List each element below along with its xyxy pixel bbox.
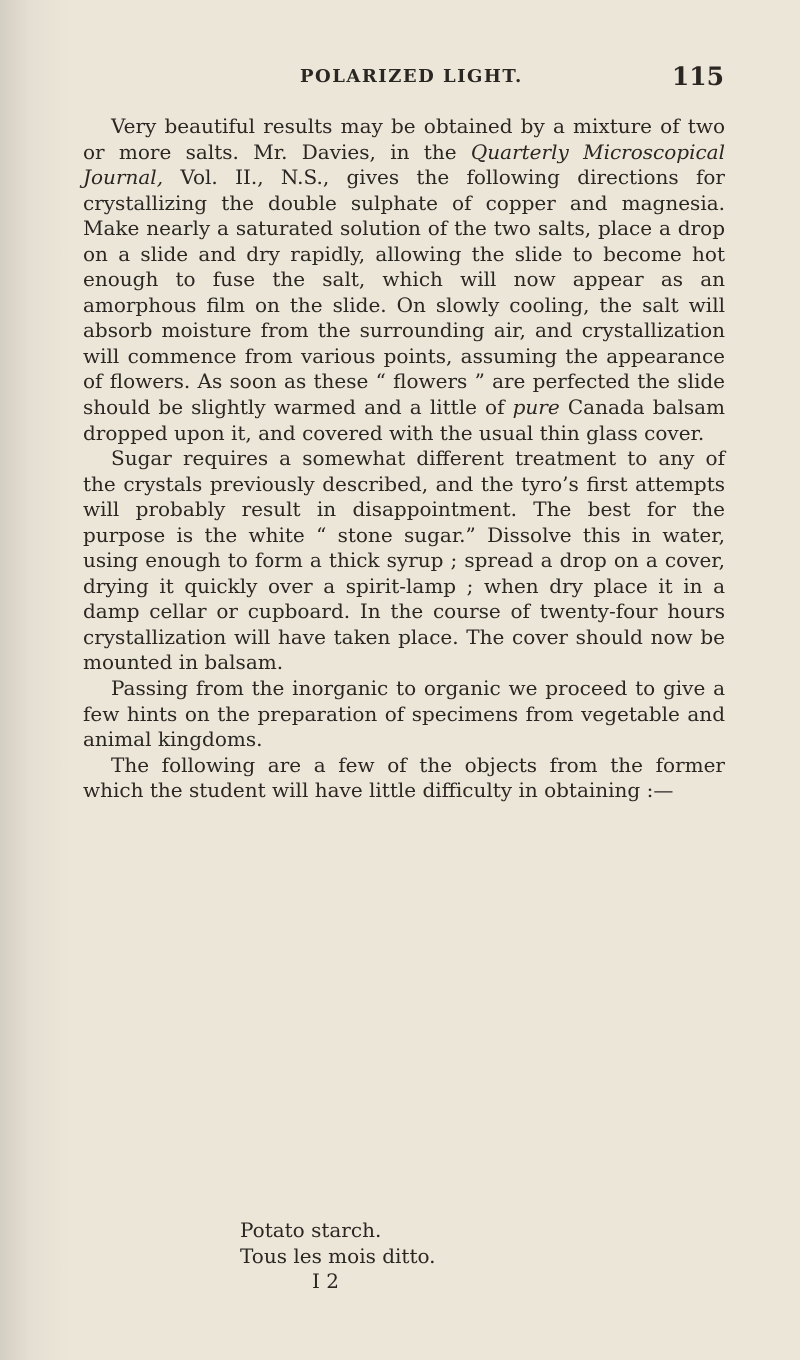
page-number: 115 — [671, 62, 724, 91]
body-text — [83, 114, 725, 804]
paragraph-1-part-c: Canada balsam dropped upon it, and covered with the usual thin glass cover. — [83, 395, 725, 445]
running-title: POLARIZED LIGHT. — [300, 66, 523, 87]
paragraph-1-part-b: Vol. II., N.S., gives the following directions for crystallizing the double sulphate of copper and magnesia. Make nearly a saturated solution of the two salts, place a drop on a slide and dry rapidly, allowing the slide to become hot enough to fuse the salt, which will now appear as an amorphous film on the slide. On slowly cooling, the salt will absorb moisture from the surrounding air, and crystallization will commence from various points, assuming the appearance of flowers. As soon as these “ flowers ” are perfected the slide should be slightly warmed and a little of — [83, 165, 725, 420]
emphasis-pure: pure — [512, 395, 560, 420]
paragraph-crystallizing-salts — [83, 114, 725, 446]
list-item: Tous les mois ditto. — [240, 1243, 436, 1268]
signature-mark: I 2 — [312, 1269, 339, 1293]
paragraph-sugar: Sugar requires a somewhat different treatment to any of the crystals previously described, and the tyro’s first attempts will probably result in disappointment. The best for the purpose is the white “ stone sugar.” Dissolve this in water, using enough to form a thick syrup ; spread a drop on a cover, drying it quickly over a spirit-lamp ; when dry place it in a damp cellar or cupboard. In the course of twenty-four hours crystallization will have taken place. The cover should now be mounted in balsam. — [83, 446, 725, 675]
journal-title: Quarterly Microscopical Journal, — [83, 139, 725, 190]
object-list — [240, 1218, 660, 1269]
paragraph-objects: The following are a few of the objects from the former which the student will have little difficulty in obtaining :— — [83, 752, 725, 803]
list-item: Potato starch. — [240, 1218, 382, 1242]
running-head — [300, 64, 724, 94]
paragraph-organic: Passing from the inorganic to organic we proceed to give a few hints on the preparation of specimens from vegetable and animal kingdoms. — [83, 676, 725, 752]
paragraph-1-part-a: Very beautiful results may be obtained by a mixture of two or more salts. Mr. Davies, in the — [83, 114, 725, 164]
